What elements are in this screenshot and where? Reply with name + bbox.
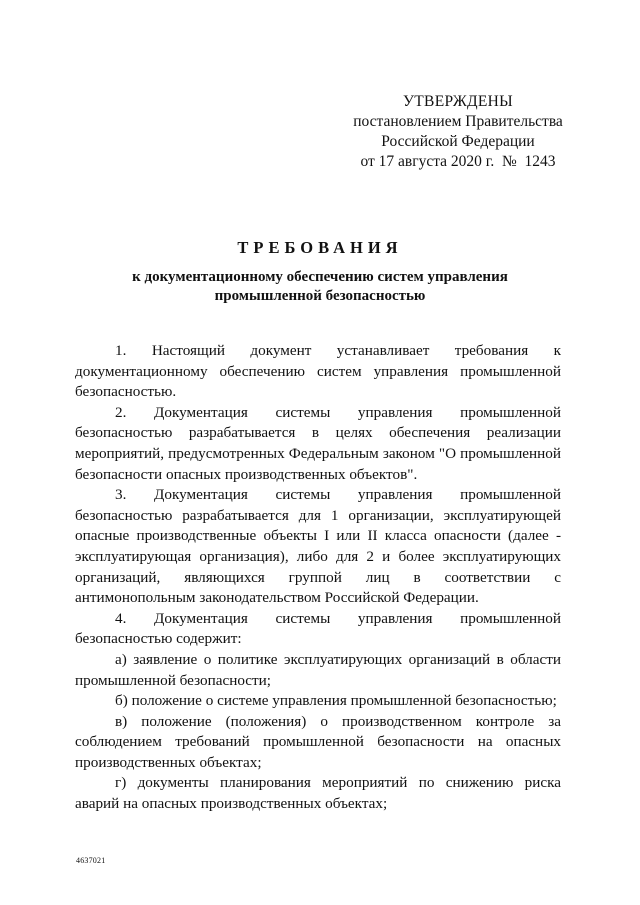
- document-title: ТРЕБОВАНИЯ: [237, 238, 403, 257]
- approval-line-government: Российской Федерации: [381, 133, 535, 150]
- paragraph-1: 1. Настоящий документ устанавливает требования к документационному обеспечению систем управления промышленной безопасностью.: [75, 342, 561, 401]
- approval-line-date-number: от 17 августа 2020 г. № 1243: [360, 153, 556, 170]
- paragraph-3: 3. Документация системы управления промышленной безопасностью разрабатывается для 1 организации, эксплуатирующей опасные производственные объекты I или II класса опасности (далее - эксплуатирующая организация), либо для 2 и более эксплуатирующих организаций, являющихся группой лиц в соответствии с антимонопольным законодательством Российской Федерации.: [75, 486, 561, 607]
- subtitle-line-2: промышленной безопасностью: [214, 288, 426, 304]
- document-body: [75, 341, 561, 815]
- document-subtitle: [60, 268, 580, 306]
- approval-heading: УТВЕРЖДЕНЫ: [403, 93, 513, 110]
- list-item-v: в) положение (положения) о производственном контроле за соблюдением требований промышленной безопасности на опасных производственных объектах;: [75, 712, 561, 771]
- list-item-g: г) документы планирования мероприятий по снижению риска аварий на опасных производственных объектах;: [75, 774, 561, 813]
- list-item-b: б) положение о системе управления промышленной безопасностью;: [115, 692, 557, 710]
- list-item-a: а) заявление о политике эксплуатирующих организаций в области промышленной безопасности;: [75, 650, 561, 689]
- paragraph-2: 2. Документация системы управления промышленной безопасностью разрабатывается в целях обеспечения реализации мероприятий, предусмотренных Федеральным законом "О промышленной безопасности опасных производственных объектов".: [75, 403, 561, 483]
- paragraph-4: 4. Документация системы управления промышленной безопасностью содержит:: [75, 609, 561, 648]
- document-number-footer: 4637021: [76, 856, 106, 865]
- approval-line-resolution: постановлением Правительства: [353, 113, 563, 130]
- subtitle-line-1: к документационному обеспечению систем управления: [132, 269, 508, 285]
- approval-stamp: [338, 92, 578, 172]
- document-title-block: [60, 237, 580, 306]
